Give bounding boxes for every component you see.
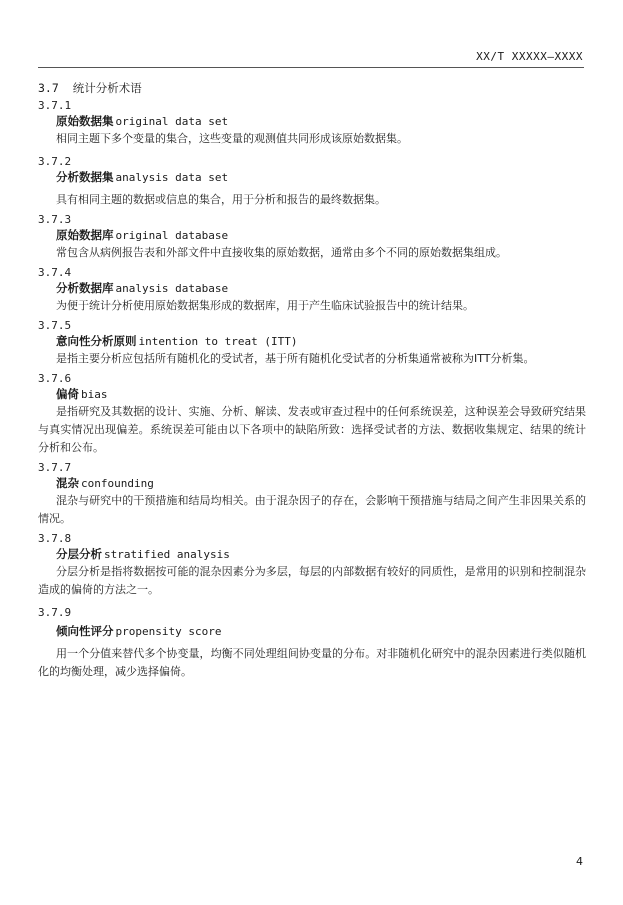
entry-term: [38, 475, 586, 492]
entry-definition: 用一个分值来替代多个协变量，均衡不同处理组间协变量的分布。对非随机化研究中的混杂因素进行类似随机化的均衡处理，减少选择偏倚。: [38, 647, 586, 678]
entry-term: [38, 333, 586, 350]
term-chinese: 分析数据库: [56, 281, 114, 295]
entry-term: [38, 113, 586, 130]
section-title: 统计分析术语: [72, 81, 142, 95]
term-english: confounding: [81, 477, 154, 490]
term-chinese: 原始数据库: [56, 228, 114, 242]
term-english: intention to treat (ITT): [138, 335, 298, 348]
term-chinese: 分层分析: [56, 547, 102, 561]
entry-definition: 为便于统计分析使用原始数据集形成的数据库，用于产生临床试验报告中的统计结果。: [56, 299, 474, 312]
entry-number: 3.7.5: [38, 319, 72, 332]
term-chinese: 分析数据集: [56, 170, 114, 184]
term-english: original data set: [115, 115, 229, 128]
entry-number: 3.7.1: [38, 99, 72, 112]
entry-number: 3.7.8: [38, 532, 72, 545]
term-english: original database: [115, 229, 229, 242]
entry-term: [38, 227, 586, 244]
entry-number: 3.7.7: [38, 461, 72, 474]
term-entry: [38, 371, 586, 457]
term-chinese: 原始数据集: [56, 114, 114, 128]
entry-number: 3.7.3: [38, 213, 72, 226]
entry-number: 3.7.4: [38, 266, 72, 279]
document-body: [38, 80, 586, 684]
entry-term: [38, 280, 586, 297]
entry-number: 3.7.9: [38, 606, 72, 619]
term-entry: [38, 154, 586, 209]
term-entry: [38, 531, 586, 599]
entry-number: 3.7.2: [38, 155, 72, 168]
term-english: analysis database: [115, 282, 229, 295]
entry-definition: 分层分析是指将数据按可能的混杂因素分为多层，每层的内部数据有较好的同质性，是常用的识别和控制混杂造成的偏倚的方法之一。: [38, 565, 586, 596]
entry-definition: 常包含从病例报告表和外部文件中直接收集的原始数据，通常由多个不同的原始数据集组成。: [56, 246, 507, 259]
term-chinese: 混杂: [56, 476, 79, 490]
term-entry: [38, 98, 586, 148]
document-code: XX/T XXXXX—XXXX: [476, 50, 583, 63]
entry-definition: 具有相同主题的数据或信息的集合，用于分析和报告的最终数据集。: [56, 193, 386, 206]
term-english: bias: [81, 388, 108, 401]
entry-term: [38, 623, 586, 640]
term-english: analysis data set: [115, 171, 229, 184]
entry-term: [38, 546, 586, 563]
term-chinese: 偏倚: [56, 387, 79, 401]
page-number: 4: [576, 855, 583, 868]
section-heading: [38, 80, 586, 96]
entry-term: [38, 169, 586, 186]
header-divider: [38, 67, 584, 68]
term-entry: [38, 460, 586, 528]
term-chinese: 倾向性评分: [56, 624, 114, 638]
term-entry: [38, 605, 586, 681]
entry-number: 3.7.6: [38, 372, 72, 385]
term-entry: [38, 212, 586, 262]
term-entry: [38, 265, 586, 315]
entry-definition: 相同主题下多个变量的集合，这些变量的观测值共同形成该原始数据集。: [56, 132, 408, 145]
term-chinese: 意向性分析原则: [56, 334, 137, 348]
entry-term: [38, 386, 586, 403]
entry-definition: 是指主要分析应包括所有随机化的受试者，基于所有随机化受试者的分析集通常被称为ITT分析集。: [56, 352, 535, 365]
term-english: propensity score: [115, 625, 222, 638]
term-english: stratified analysis: [104, 548, 230, 561]
section-number: 3.7: [38, 81, 59, 95]
entry-definition: 混杂与研究中的干预措施和结局均相关。由于混杂因子的存在，会影响干预措施与结局之间产生非因果关系的情况。: [38, 494, 586, 525]
term-entry: [38, 318, 586, 368]
entry-definition: 是指研究及其数据的设计、实施、分析、解读、发表或审查过程中的任何系统误差，这种误差会导致研究结果与真实情况出现偏差。系统误差可能由以下各项中的缺陷所致：选择受试者的方法、数据收集规定、结果的统计分析和公布。: [38, 405, 586, 454]
